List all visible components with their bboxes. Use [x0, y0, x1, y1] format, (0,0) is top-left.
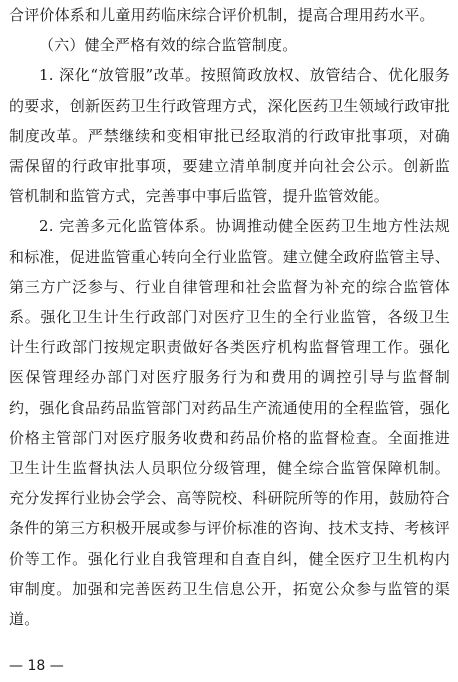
text-line: 约，强化食品药品监管部门对药品生产流通使用的全程监管，强化 — [9, 398, 450, 417]
text-line: 条件的第三方积极开展或参与评价标准的咨询、技术支持、考核评 — [9, 519, 450, 538]
text-line: 的要求，创新医药卫生行政管理方式，深化医药卫生领域行政审批 — [9, 96, 450, 115]
text-line: 1. 深化“放管服”改革。按照简政放权、放管结合、优化服务 — [39, 66, 450, 85]
text-line: 需保留的行政审批事项，要建立清单制度并向社会公示。创新监 — [9, 157, 450, 175]
text-line: 合评价体系和儿童用药临床综合评价机制，提高合理用药水平。 — [9, 6, 435, 24]
text-line: 审制度。加强和完善医药卫生信息公开，拓宽公众参与监管的渠 — [9, 579, 450, 598]
text-line: 2. 完善多元化监管体系。协调推动健全医药卫生地方性法规 — [39, 217, 450, 236]
text-line: （六）健全严格有效的综合监管制度。 — [39, 36, 298, 55]
text-line: 制度改革。严禁继续和变相审批已经取消的行政审批事项，对确 — [9, 126, 450, 145]
text-line: 计生行政部门按规定职责做好各类医疗机构监督管理工作。强化 — [9, 338, 450, 357]
text-line: 道。 — [9, 610, 40, 628]
text-line: 和标准，促进监管重心转向全行业监管。建立健全政府监管主导、 — [9, 247, 450, 266]
page-number: — 18 — — [9, 658, 64, 674]
text-line: 第三方广泛参与、行业自律管理和社会监督为补充的综合监管体 — [9, 277, 450, 296]
text-line: 价等工作。强化行业自我管理和自查自纠，健全医疗卫生机构内 — [9, 549, 450, 568]
text-line: 卫生计生监督执法人员职位分级管理，健全综合监管保障机制。 — [9, 459, 450, 477]
text-line: 充分发挥行业协会学会、高等院校、科研院所等的作用，鼓励符合 — [9, 489, 450, 508]
text-line: 医保管理经办部门对医疗服务行为和费用的调控引导与监督制 — [9, 368, 450, 387]
text-line: 管机制和监管方式，完善事中事后监管，提升监管效能。 — [9, 187, 390, 206]
text-line: 价格主管部门对医疗服务收费和药品价格的监督检查。全面推进 — [9, 428, 450, 447]
text-line: 系。强化卫生计生行政部门对医疗卫生的全行业监管，各级卫生 — [9, 308, 450, 326]
